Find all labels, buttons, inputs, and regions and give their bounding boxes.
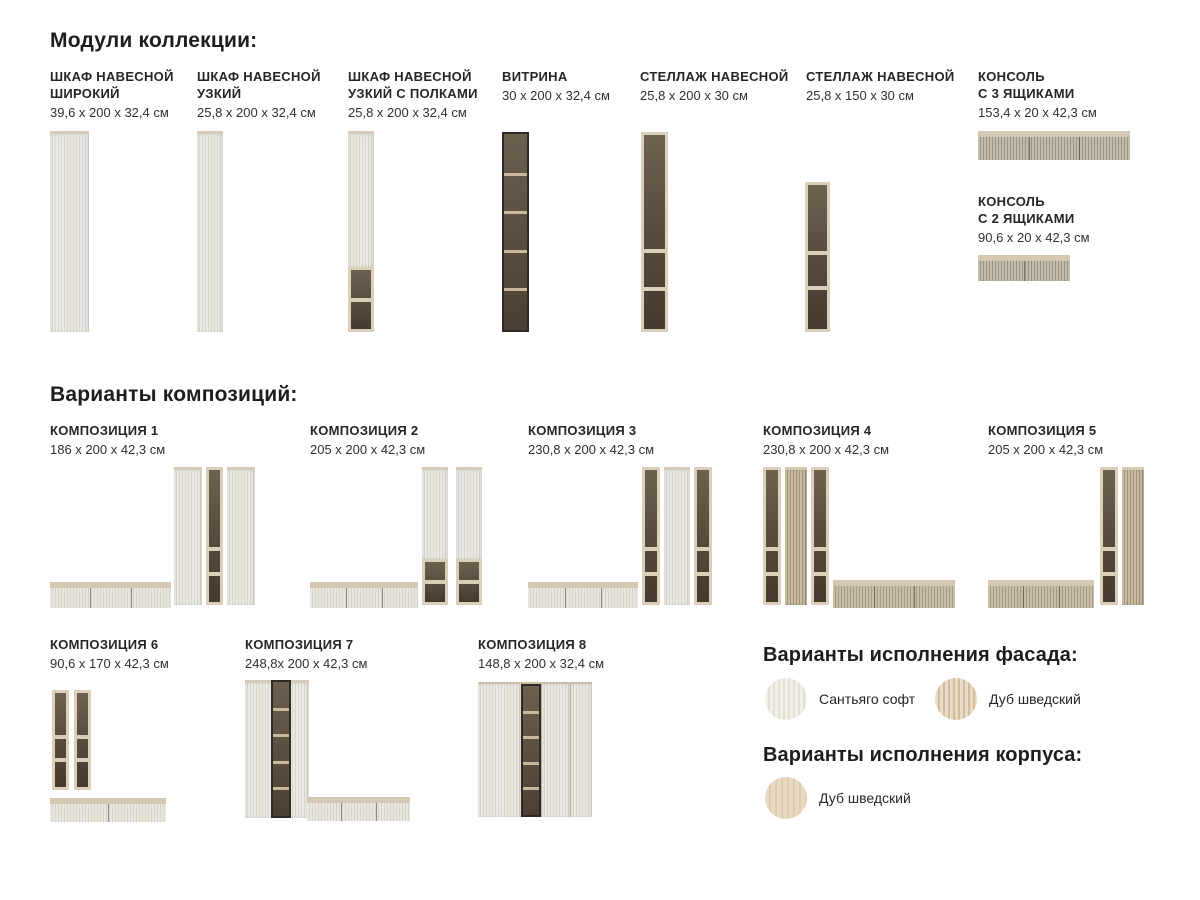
santiago-soft-swatch-icon xyxy=(765,678,807,720)
module-name-line2: УЗКИЙ С ПОЛКАМИ xyxy=(348,86,478,101)
module-name: КОНСОЛЬ xyxy=(978,69,1045,84)
composition-label-6 xyxy=(50,636,169,672)
module-name: ВИТРИНА xyxy=(502,69,568,84)
module-label-shelf-150 xyxy=(806,68,955,104)
composition-label-5 xyxy=(988,422,1103,458)
module-label-shelf-200 xyxy=(640,68,789,104)
facade-option-oak xyxy=(935,678,1081,720)
open-shelf-unit xyxy=(811,467,829,605)
module-label-wide-cabinet xyxy=(50,68,174,121)
module-label-console-3 xyxy=(978,68,1097,121)
composition-name: КОМПОЗИЦИЯ 7 xyxy=(245,637,354,652)
open-shelf-unit xyxy=(206,467,223,605)
wide-cabinet xyxy=(541,684,570,817)
composition-name: КОМПОЗИЦИЯ 1 xyxy=(50,423,159,438)
composition-2-image xyxy=(310,467,530,608)
composition-name: КОМПОЗИЦИЯ 8 xyxy=(478,637,587,652)
composition-6-image xyxy=(50,680,230,822)
composition-dims: 90,6 x 170 x 42,3 см xyxy=(50,656,169,671)
module-name-line2: ШИРОКИЙ xyxy=(50,86,120,101)
swatch-label: Дуб шведский xyxy=(819,790,911,806)
console-2-drawers xyxy=(50,798,166,822)
module-name: СТЕЛЛАЖ НАВЕСНОЙ xyxy=(640,69,789,84)
module-image-shelf-200 xyxy=(641,132,668,332)
compositions-heading: Варианты композиций: xyxy=(50,383,298,406)
cabinet-wall-block xyxy=(478,682,592,817)
module-image-console-3 xyxy=(978,131,1130,160)
composition-dims: 186 x 200 x 42,3 см xyxy=(50,442,166,457)
cabinet-with-shelves xyxy=(422,467,448,605)
module-name: ШКАФ НАВЕСНОЙ xyxy=(348,69,472,84)
composition-label-1 xyxy=(50,422,165,458)
facade-option-santiago xyxy=(765,678,915,720)
composition-name: КОМПОЗИЦИЯ 6 xyxy=(50,637,159,652)
composition-3-image xyxy=(528,467,748,608)
module-name-line2: УЗКИЙ xyxy=(197,86,242,101)
module-name: ШКАФ НАВЕСНОЙ xyxy=(50,69,174,84)
composition-4-image xyxy=(763,467,983,608)
composition-name: КОМПОЗИЦИЯ 5 xyxy=(988,423,1097,438)
module-image-shelf-150 xyxy=(805,182,830,332)
open-shelf-unit xyxy=(52,690,69,790)
open-shelf-unit xyxy=(694,467,712,605)
tall-cabinet-oak xyxy=(1122,467,1144,605)
composition-1-image xyxy=(50,467,280,608)
composition-dims: 205 x 200 x 42,3 см xyxy=(988,442,1104,457)
composition-label-7 xyxy=(245,636,367,672)
module-image-wide-cabinet xyxy=(50,131,89,332)
module-image-console-2 xyxy=(978,255,1070,281)
module-label-console-2 xyxy=(978,193,1090,246)
cabinet-door xyxy=(422,467,448,559)
module-dims: 39,6 x 200 x 32,4 см xyxy=(50,105,169,120)
swatch-label: Дуб шведский xyxy=(989,691,1081,707)
swedish-oak-swatch-icon xyxy=(935,678,977,720)
module-dims: 90,6 x 20 x 42,3 см xyxy=(978,230,1090,245)
composition-label-4 xyxy=(763,422,889,458)
open-shelf-unit xyxy=(74,690,91,790)
composition-dims: 230,8 x 200 x 42,3 см xyxy=(528,442,655,457)
open-shelf-unit xyxy=(642,467,660,605)
module-image-vitrine xyxy=(502,132,529,332)
module-name: СТЕЛЛАЖ НАВЕСНОЙ xyxy=(806,69,955,84)
module-image-narrow-shelves xyxy=(348,131,374,332)
body-option-oak xyxy=(765,777,911,819)
module-label-narrow-shelves xyxy=(348,68,478,121)
module-dims: 25,8 x 200 x 32,4 см xyxy=(348,105,467,120)
body-variants-heading: Варианты исполнения корпуса: xyxy=(763,744,1083,766)
composition-label-8 xyxy=(478,636,604,672)
facade-variants-heading: Варианты исполнения фасада: xyxy=(763,644,1078,666)
console-3-drawers-oak xyxy=(988,580,1094,608)
vitrine-insert xyxy=(521,684,541,817)
module-dims: 30 x 200 x 32,4 см xyxy=(502,88,610,103)
modules-heading: Модули коллекции: xyxy=(50,29,258,52)
swatch-label: Сантьяго софт xyxy=(819,691,916,707)
narrow-cabinet xyxy=(570,684,592,817)
cabinet-door xyxy=(456,467,482,559)
open-shelf-cells xyxy=(456,559,482,605)
module-dims: 25,8 x 150 x 30 см xyxy=(806,88,914,103)
tall-cabinet xyxy=(664,467,690,605)
wide-cabinet xyxy=(478,684,521,817)
open-shelf-unit xyxy=(763,467,781,605)
composition-dims: 230,8 x 200 x 42,3 см xyxy=(763,442,890,457)
module-name-line2: С 3 ЯЩИКАМИ xyxy=(978,86,1075,101)
console-3-drawers xyxy=(528,582,638,608)
composition-dims: 205 x 200 x 42,3 см xyxy=(310,442,426,457)
console-3-drawers xyxy=(310,582,418,608)
composition-dims: 148,8 x 200 x 32,4 см xyxy=(478,656,605,671)
composition-label-3 xyxy=(528,422,654,458)
console-3-drawers-oak xyxy=(833,580,955,608)
module-name: ШКАФ НАВЕСНОЙ xyxy=(197,69,321,84)
composition-8-image xyxy=(478,680,698,822)
composition-name: КОМПОЗИЦИЯ 2 xyxy=(310,423,419,438)
composition-name: КОМПОЗИЦИЯ 4 xyxy=(763,423,872,438)
module-label-vitrine xyxy=(502,68,610,104)
module-name: КОНСОЛЬ xyxy=(978,194,1045,209)
module-name-line2: С 2 ЯЩИКАМИ xyxy=(978,211,1075,226)
open-shelf-cells xyxy=(348,267,374,332)
tall-cabinet xyxy=(227,467,255,605)
console-3-drawers xyxy=(50,582,171,608)
composition-7-image xyxy=(245,680,465,822)
vitrine-insert xyxy=(271,680,291,818)
module-dims: 25,8 x 200 x 30 см xyxy=(640,88,748,103)
composition-dims: 248,8x 200 x 42,3 см xyxy=(245,656,368,671)
composition-5-image xyxy=(988,467,1200,608)
cabinet-door xyxy=(348,131,374,267)
composition-name: КОМПОЗИЦИЯ 3 xyxy=(528,423,637,438)
open-shelf-unit xyxy=(1100,467,1118,605)
module-dims: 25,8 x 200 x 32,4 см xyxy=(197,105,316,120)
composition-label-2 xyxy=(310,422,425,458)
swedish-oak-body-swatch-icon xyxy=(765,777,807,819)
module-image-narrow-cabinet xyxy=(197,131,223,332)
tall-cabinet-oak xyxy=(785,467,807,605)
tall-cabinet xyxy=(174,467,202,605)
module-dims: 153,4 x 20 x 42,3 см xyxy=(978,105,1097,120)
console-3-drawers xyxy=(307,797,410,821)
cabinet-with-shelves xyxy=(456,467,482,605)
module-label-narrow-cabinet xyxy=(197,68,321,121)
open-shelf-cells xyxy=(422,559,448,605)
